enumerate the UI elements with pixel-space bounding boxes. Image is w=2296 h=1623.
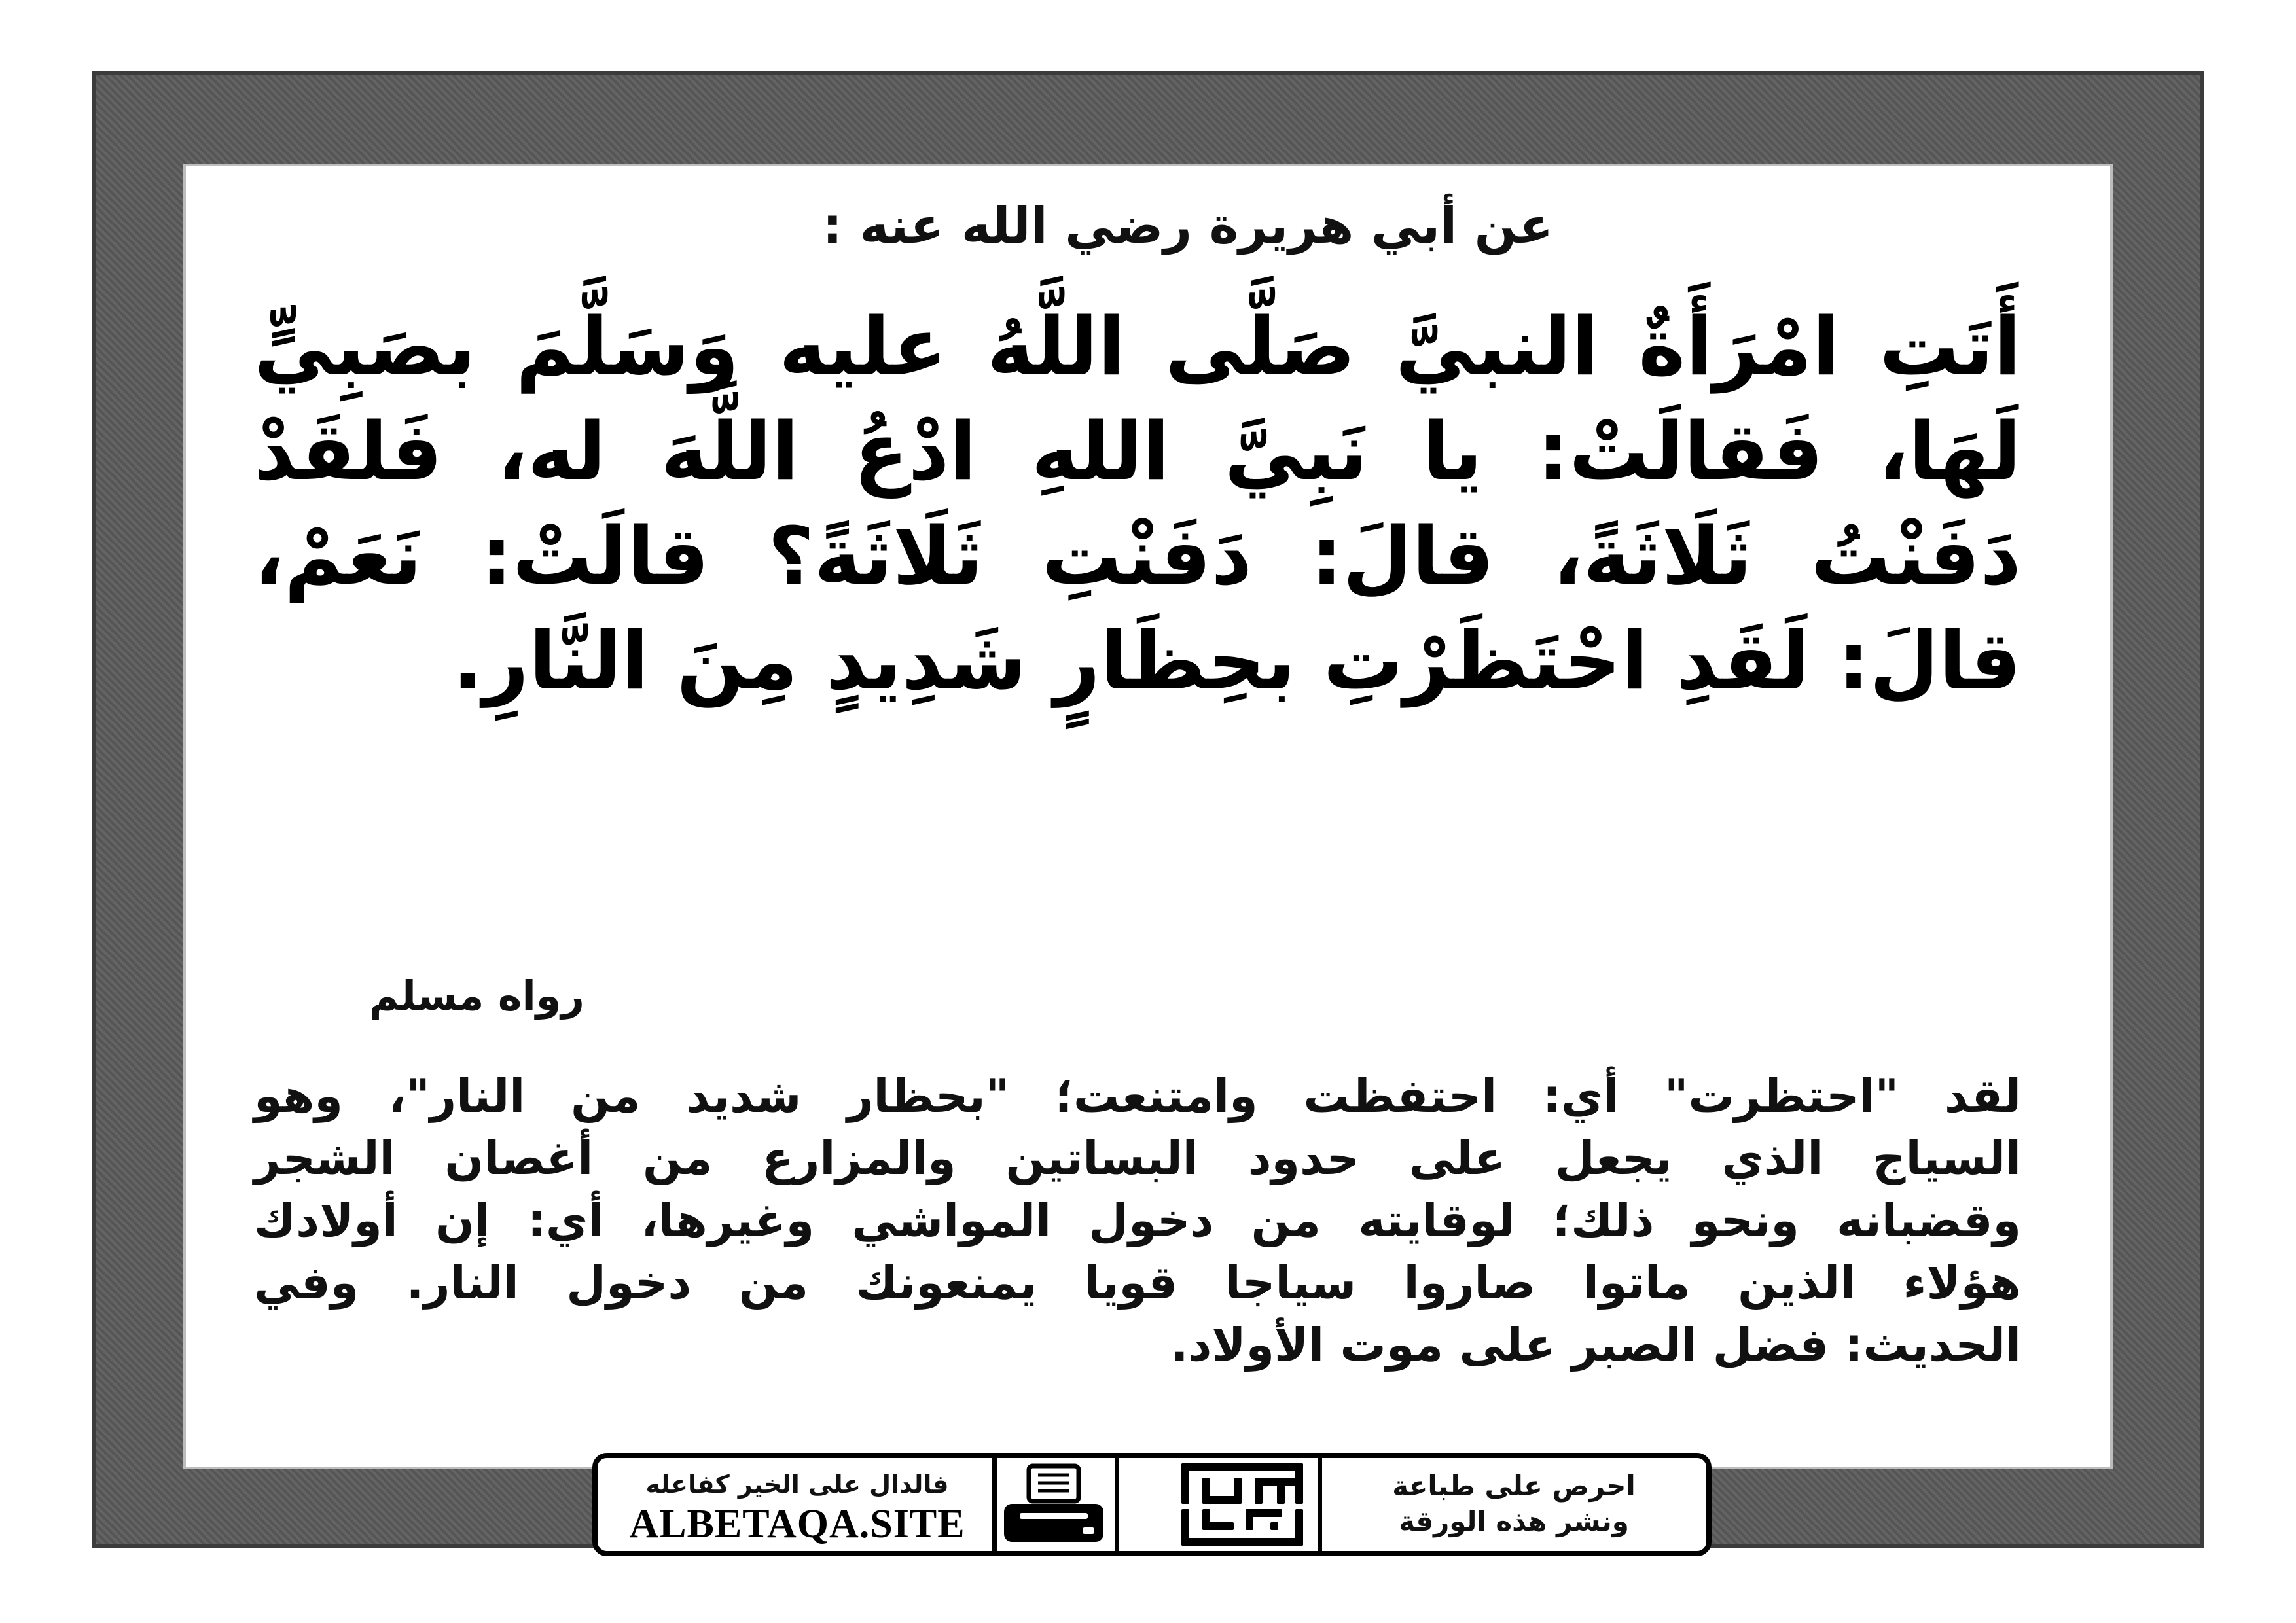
hadith-line: لَهَا، فَقالَتْ: يا نَبِيَّ اللهِ ادْعُ اللَّهَ له، فَلقَدْ xyxy=(254,405,2021,498)
footer-notice xyxy=(1321,1458,1707,1551)
printer-icon xyxy=(995,1463,1113,1546)
explanation-line: هؤلاء الذين ماتوا صاروا سياجا قويا يمنعونك من دخول النار. وفي xyxy=(254,1256,2021,1310)
footer-tagline: فالدال على الخير كفاعله xyxy=(645,1470,949,1499)
explanation-text xyxy=(254,1065,2021,1376)
footer-divider xyxy=(1115,1458,1119,1551)
hadith-line: أَتَتِ امْرَأَةٌ النبيَّ صَلَّى اللَّهُ عليه وَسَلَّمَ بصَبِيٍّ xyxy=(254,300,2021,393)
notice-line: ونشر هذه الورقة xyxy=(1399,1505,1629,1537)
hadith-line: قالَ: لَقَدِ احْتَظَرْتِ بحِظَارٍ شَدِيدٍ مِنَ النَّارِ. xyxy=(452,615,2021,707)
hadith-line: دَفَنْتُ ثَلَاثَةً، قالَ: دَفَنْتِ ثَلَاثَةً؟ قالَتْ: نَعَمْ، xyxy=(254,510,2021,603)
footer-box xyxy=(592,1453,1712,1556)
notice-line: احرص على طباعة xyxy=(1392,1470,1636,1502)
dawa-logo xyxy=(1174,1461,1311,1548)
explanation-line: لقد "احتظرت" أي: احتفظت وامتنعت؛ "بحظار شديد من النار"، وهو xyxy=(254,1069,2021,1123)
site-link[interactable]: ALBETAQA.SITE xyxy=(629,1502,965,1546)
footer-site-block xyxy=(598,1458,997,1551)
hadith-text xyxy=(254,294,2021,713)
explanation-line: الحديث: فضل الصبر على موت الأولاد. xyxy=(1170,1318,2021,1372)
explanation-line: السياج الذي يجعل على حدود البساتين والمزارع من أغصان الشجر xyxy=(254,1132,2021,1185)
hadith-source: رواه مسلم xyxy=(368,972,584,1020)
narrator-heading: عن أبي هريرة رضي الله عنه : xyxy=(822,196,1553,255)
explanation-line: وقضبانه ونحو ذلك؛ لوقايته من دخول المواشي وغيرها، أي: إن أولادك xyxy=(254,1194,2021,1247)
